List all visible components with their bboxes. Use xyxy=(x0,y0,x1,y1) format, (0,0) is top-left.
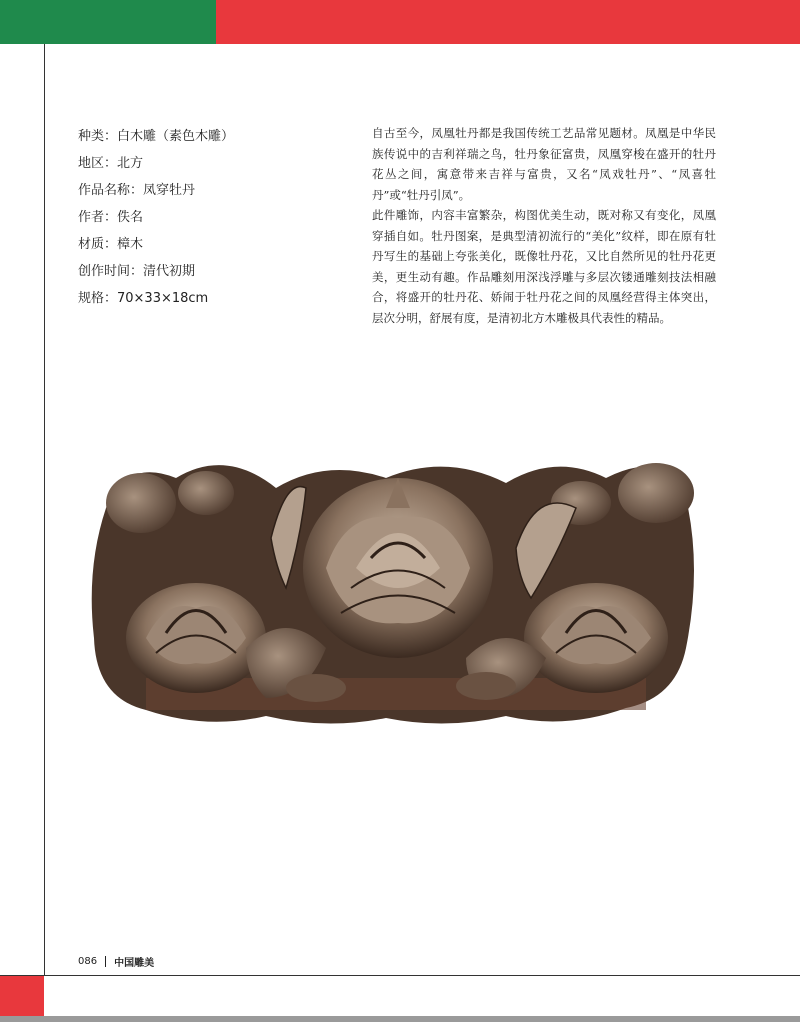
bottom-rule xyxy=(0,975,800,976)
header-green-band xyxy=(0,0,216,44)
spec-material: 材质：樟木 xyxy=(78,237,144,252)
footer-separator xyxy=(105,956,106,967)
footer-gray-strip xyxy=(0,1016,800,1022)
spec-size: 规格：70×33×18cm xyxy=(78,291,209,306)
left-margin-rule xyxy=(44,44,45,976)
spec-author: 作者：佚名 xyxy=(78,210,144,225)
description xyxy=(372,123,716,328)
page-footer xyxy=(78,954,154,969)
spec-region: 地区：北方 xyxy=(78,156,144,171)
header-red-band xyxy=(216,0,800,44)
spec-list xyxy=(78,123,338,312)
footer-red-block xyxy=(0,976,44,1016)
description-paragraph-2: 此件雕饰，内容丰富繁杂，构图优美生动，既对称又有变化，凤凰穿插自如。牡丹图案，是典型清初流行的“美化”纹样，即在原有牡丹写生的基础上夸张美化，既像牡丹花，又比自然所见的牡丹花更美，更生动有趣。作品雕刻用深浅浮雕与多层次镂通雕刻技法相融合，将盛开的牡丹花、娇闹于牡丹花之间的凤凰经营得主体突出，层次分明，舒展有度，是清初北方木雕极具代表性的精品。 xyxy=(372,208,716,325)
description-paragraph-1: 自古至今，凤凰牡丹都是我国传统工艺品常见题材。凤凰是中华民族传说中的吉利祥瑞之鸟，牡丹象征富贵，凤凰穿梭在盛开的牡丹花丛之间，寓意带来吉祥与富贵，又名“凤戏牡丹”、“凤喜牡丹”或“牡丹引凤”。 xyxy=(372,126,716,202)
spec-category: 种类：白木雕（素色木雕） xyxy=(78,129,235,144)
spec-period: 创作时间：清代初期 xyxy=(78,264,196,279)
spec-work-name: 作品名称：凤穿牡丹 xyxy=(78,183,196,198)
book-title: 中国雕美 xyxy=(114,958,155,969)
wood-carving-photo xyxy=(86,448,702,730)
page-number: 086 xyxy=(78,956,98,967)
